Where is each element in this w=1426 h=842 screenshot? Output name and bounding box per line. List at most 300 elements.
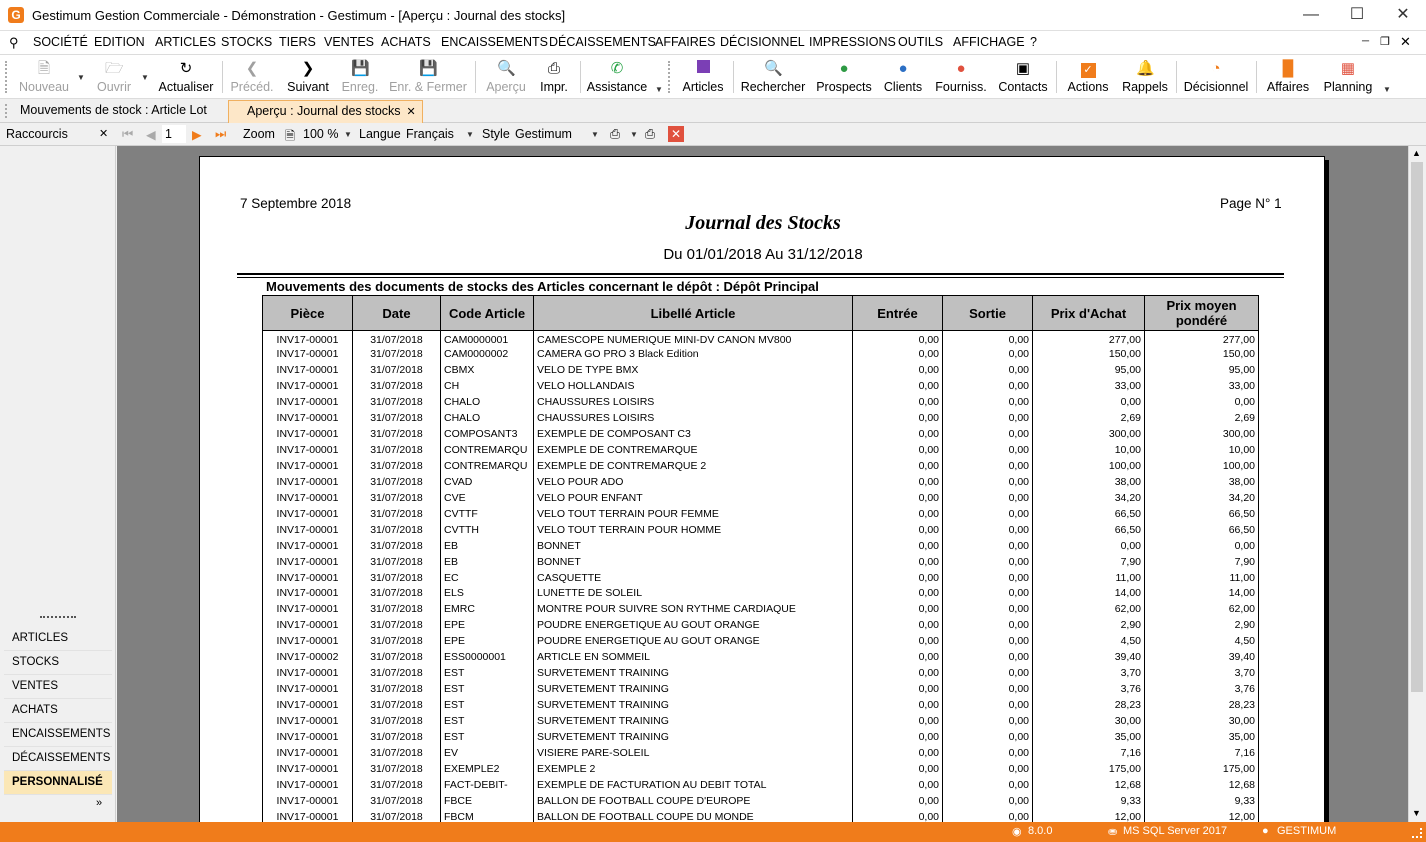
table-cell: 10,00 [1145, 442, 1259, 458]
table-cell: 0,00 [943, 617, 1033, 633]
close-tab-icon[interactable]: ✕ [406, 106, 416, 118]
menu-societe[interactable]: SOCIÉTÉ [33, 35, 88, 49]
table-cell: SURVETEMENT TRAINING [534, 729, 853, 745]
table-row [263, 442, 1259, 458]
menu-search-icon[interactable]: ⚲ [9, 35, 19, 50]
table-cell: 0,00 [1033, 538, 1145, 554]
langue-select[interactable]: Français [406, 127, 454, 141]
table-cell: 3,76 [1145, 681, 1259, 697]
table-cell: 31/07/2018 [353, 331, 441, 347]
table-cell: 0,00 [853, 745, 943, 761]
mdi-close-button[interactable]: ✕ [1400, 34, 1411, 49]
column-header: Sortie [943, 296, 1033, 331]
raccourcis-label: Raccourcis [6, 127, 68, 141]
table-cell: EC [441, 570, 534, 586]
table-cell: 0,00 [853, 426, 943, 442]
menu-decaissements[interactable]: DÉCAISSEMENTS [549, 35, 656, 49]
calendar-icon: ▦ [1340, 60, 1356, 77]
table-row [263, 697, 1259, 713]
table-cell: VELO TOUT TERRAIN POUR FEMME [534, 506, 853, 522]
table-cell: CAM0000002 [441, 346, 534, 362]
menu-achats[interactable]: ACHATS [381, 35, 431, 49]
table-cell: 7,90 [1033, 554, 1145, 570]
toolbar-overflow-arrow[interactable]: ▼ [1383, 85, 1391, 94]
actions-button[interactable]: ✓ Actions [1062, 55, 1114, 99]
menu-impressions[interactable]: IMPRESSIONS [809, 35, 896, 49]
table-cell: INV17-00001 [263, 586, 353, 602]
table-cell: 30,00 [1033, 713, 1145, 729]
table-cell: 31/07/2018 [353, 394, 441, 410]
column-header: Code Article [441, 296, 534, 331]
table-cell: 0,00 [943, 729, 1033, 745]
table-cell: INV17-00001 [263, 793, 353, 809]
print-settings-icon: ⎙ [547, 60, 560, 77]
table-cell: BONNET [534, 554, 853, 570]
zoom-label: Zoom [243, 127, 275, 141]
table-cell: 4,50 [1033, 633, 1145, 649]
table-cell: INV17-00001 [263, 331, 353, 347]
table-cell: 31/07/2018 [353, 633, 441, 649]
table-cell: 0,00 [853, 809, 943, 822]
table-cell: BALLON DE FOOTBALL COUPE DU MONDE [534, 809, 853, 822]
zoom-dropdown-arrow[interactable]: ▼ [344, 130, 352, 139]
scroll-up-arrow[interactable]: ▲ [1412, 148, 1421, 158]
table-cell: INV17-00001 [263, 442, 353, 458]
table-cell: 31/07/2018 [353, 410, 441, 426]
table-cell: 31/07/2018 [353, 665, 441, 681]
table-cell: 30,00 [1145, 713, 1259, 729]
menu-affichage[interactable]: AFFICHAGE [953, 35, 1025, 49]
table-cell: 0,00 [943, 586, 1033, 602]
nav-decaissements[interactable]: DÉCAISSEMENTS [4, 747, 112, 771]
style-dropdown-arrow[interactable]: ▼ [591, 130, 599, 139]
preview-toolbar [0, 123, 1426, 146]
prospect-person-icon: ● [839, 60, 849, 77]
table-row [263, 554, 1259, 570]
table-cell: 0,00 [943, 745, 1033, 761]
chevron-left-icon: ❮ [245, 60, 259, 77]
nav-stocks[interactable]: STOCKS [4, 651, 112, 675]
save-icon: 💾 [351, 60, 370, 77]
pie-chart-icon: ◔ [1211, 60, 1221, 77]
table-cell: 0,00 [853, 729, 943, 745]
menu-tiers[interactable]: TIERS [279, 35, 316, 49]
table-cell: 31/07/2018 [353, 713, 441, 729]
toolbar-separator [580, 61, 581, 93]
next-page-icon[interactable]: ▶ [192, 128, 202, 142]
table-cell: CONTREMARQU [441, 442, 534, 458]
toolbar-separator [222, 61, 223, 93]
report-preview-area [117, 146, 1408, 822]
table-cell: 0,00 [943, 442, 1033, 458]
table-cell: EST [441, 713, 534, 729]
table-row [263, 601, 1259, 617]
table-cell: INV17-00001 [263, 458, 353, 474]
table-cell: EXEMPLE2 [441, 761, 534, 777]
table-cell: 0,00 [943, 633, 1033, 649]
table-cell: 0,00 [943, 649, 1033, 665]
table-cell: 0,00 [943, 793, 1033, 809]
table-cell: INV17-00001 [263, 538, 353, 554]
table-cell: INV17-00001 [263, 426, 353, 442]
table-cell: ARTICLE EN SOMMEIL [534, 649, 853, 665]
table-cell: 0,00 [853, 442, 943, 458]
table-row [263, 394, 1259, 410]
table-cell: EXEMPLE DE FACTURATION AU DEBIT TOTAL [534, 777, 853, 793]
chevron-right-icon: ❯ [301, 60, 315, 77]
table-row [263, 458, 1259, 474]
table-cell: VELO HOLLANDAIS [534, 378, 853, 394]
report-title: Journal des Stocks [685, 212, 841, 234]
table-cell: 2,69 [1033, 410, 1145, 426]
printer-dropdown-arrow[interactable]: ▼ [630, 130, 638, 139]
table-cell: CVAD [441, 474, 534, 490]
whatsapp-icon: ✆ [610, 60, 624, 77]
assistance-button[interactable]: ✆ Assistance [586, 60, 648, 94]
toolbar-separator [1176, 61, 1177, 93]
table-cell: INV17-00001 [263, 554, 353, 570]
table-cell: 0,00 [853, 793, 943, 809]
table-cell: INV17-00001 [263, 522, 353, 538]
client-person-icon: ● [898, 60, 908, 77]
nouveau-dropdown-arrow[interactable]: ▼ [77, 73, 85, 82]
table-cell: 0,00 [943, 410, 1033, 426]
nav-achats[interactable]: ACHATS [4, 699, 112, 723]
table-cell: 7,16 [1033, 745, 1145, 761]
table-cell: 300,00 [1033, 426, 1145, 442]
rechercher-button[interactable]: 🔍 Rechercher [740, 60, 806, 94]
table-cell: 3,70 [1033, 665, 1145, 681]
table-cell: 0,00 [943, 458, 1033, 474]
table-cell: 62,00 [1033, 601, 1145, 617]
table-cell: 3,76 [1033, 681, 1145, 697]
table-cell: CHALO [441, 410, 534, 426]
table-cell: 277,00 [1033, 331, 1145, 347]
table-cell: 0,00 [943, 538, 1033, 554]
table-cell: 300,00 [1145, 426, 1259, 442]
table-cell: INV17-00002 [263, 649, 353, 665]
table-cell: VELO POUR ADO [534, 474, 853, 490]
table-cell: 31/07/2018 [353, 474, 441, 490]
table-cell: 175,00 [1145, 761, 1259, 777]
nav-articles[interactable]: ARTICLES [4, 627, 112, 651]
table-cell: 0,00 [943, 665, 1033, 681]
search-people-icon: 🔍 [764, 60, 783, 77]
table-cell: 31/07/2018 [353, 617, 441, 633]
table-cell: CHALO [441, 394, 534, 410]
menu-bar [0, 31, 1426, 55]
table-cell: INV17-00001 [263, 346, 353, 362]
nouveau-button[interactable]: 🗎 Nouveau [18, 60, 70, 94]
table-cell: 66,50 [1033, 506, 1145, 522]
mdi-minimize-button[interactable]: ─ [1362, 36, 1370, 47]
menu-encaissements[interactable]: ENCAISSEMENTS [441, 35, 548, 49]
langue-label: Langue [359, 127, 401, 141]
table-row [263, 777, 1259, 793]
nav-ventes[interactable]: VENTES [4, 675, 112, 699]
table-cell: 0,00 [853, 633, 943, 649]
section-heading: Mouvements des documents de stocks des Articles concernant le dépôt : Dépôt Principal [266, 279, 819, 294]
table-cell: 100,00 [1033, 458, 1145, 474]
style-label: Style [482, 127, 510, 141]
scroll-down-arrow[interactable]: ▼ [1412, 808, 1421, 818]
status-user: GESTIMUM [1277, 825, 1337, 837]
nav-expand-icon[interactable]: » [96, 797, 103, 809]
page-number-input[interactable]: 1 [162, 125, 186, 143]
table-cell: 31/07/2018 [353, 506, 441, 522]
imprimer-button[interactable]: ⎙ Impr. [540, 60, 568, 94]
version-icon: ◉ [1012, 826, 1022, 838]
table-cell: 0,00 [943, 378, 1033, 394]
tab-mouvements-stock[interactable]: Mouvements de stock : Article Lot [20, 103, 207, 117]
table-cell: ESS0000001 [441, 649, 534, 665]
table-cell: 95,00 [1033, 362, 1145, 378]
table-cell: SURVETEMENT TRAINING [534, 697, 853, 713]
printer-icon[interactable]: ⎙ [610, 127, 621, 141]
table-cell: 4,50 [1145, 633, 1259, 649]
table-cell: SURVETEMENT TRAINING [534, 681, 853, 697]
table-cell: 0,00 [943, 570, 1033, 586]
new-document-icon: 🗎 [37, 60, 51, 77]
status-database: MS SQL Server 2017 [1123, 825, 1228, 837]
menu-edition[interactable]: EDITION [94, 35, 145, 49]
table-cell: 31/07/2018 [353, 681, 441, 697]
table-cell: 31/07/2018 [353, 777, 441, 793]
table-cell: INV17-00001 [263, 378, 353, 394]
table-cell: 66,50 [1145, 522, 1259, 538]
header-rule [237, 273, 1284, 275]
table-cell: 2,69 [1145, 410, 1259, 426]
menu-outils[interactable]: OUTILS [898, 35, 944, 49]
table-cell: 11,00 [1145, 570, 1259, 586]
table-cell: 0,00 [943, 346, 1033, 362]
table-cell: MONTRE POUR SUIVRE SON RYTHME CARDIAQUE [534, 601, 853, 617]
ouvrir-dropdown-arrow[interactable]: ▼ [141, 73, 149, 82]
zoom-select[interactable]: 100 % [303, 127, 339, 141]
table-cell: 277,00 [1145, 331, 1259, 347]
table-cell: INV17-00001 [263, 745, 353, 761]
document-tabs [0, 99, 1426, 123]
affaires-button[interactable]: █ Affaires [1266, 60, 1310, 94]
actualiser-button[interactable]: ↻ Actualiser [158, 60, 214, 94]
shortcut-pane [0, 146, 116, 822]
table-cell: 31/07/2018 [353, 697, 441, 713]
menu-help[interactable]: ? [1030, 35, 1037, 49]
table-cell: CAMESCOPE NUMERIQUE MINI-DV CANON MV800 [534, 331, 853, 347]
table-cell: 0,00 [943, 681, 1033, 697]
table-cell: 66,50 [1145, 506, 1259, 522]
header-rule [237, 277, 1284, 278]
first-page-icon[interactable]: ⏮ [122, 127, 134, 141]
bar-chart-icon: █ [1282, 60, 1294, 77]
clients-button[interactable]: ● Clients [883, 60, 923, 94]
table-cell: VELO TOUT TERRAIN POUR HOMME [534, 522, 853, 538]
suivant-button[interactable]: ❯ Suivant [287, 60, 329, 94]
resize-grip[interactable] [1412, 828, 1422, 838]
column-header: Prix moyen pondéré [1145, 296, 1259, 331]
toolbar-grip [5, 61, 8, 93]
status-version: 8.0.0 [1028, 825, 1053, 837]
table-cell: 39,40 [1033, 649, 1145, 665]
print-preview-icon[interactable]: ⎙ [645, 127, 656, 141]
table-cell: 0,00 [853, 665, 943, 681]
stock-journal-table [262, 295, 1259, 822]
table-cell: 31/07/2018 [353, 761, 441, 777]
nav-personnalise[interactable]: PERSONNALISÉ [4, 771, 112, 795]
table-row [263, 362, 1259, 378]
bell-icon: 🔔 [1136, 60, 1155, 77]
rappels-button[interactable]: 🔔 Rappels [1122, 60, 1168, 94]
last-page-icon[interactable]: ⏭ [215, 127, 227, 141]
table-cell: 0,00 [853, 378, 943, 394]
table-cell: EST [441, 665, 534, 681]
table-cell: 0,00 [943, 809, 1033, 822]
maximize-button[interactable]: ☐ [1349, 6, 1365, 23]
table-cell: EMRC [441, 601, 534, 617]
articles-button[interactable]: Articles [678, 55, 728, 99]
menu-affaires[interactable]: AFFAIRES [655, 35, 716, 49]
table-cell: 12,68 [1145, 777, 1259, 793]
scrollbar-thumb[interactable] [1411, 162, 1423, 692]
nav-encaissements[interactable]: ENCAISSEMENTS [4, 723, 112, 747]
table-cell: EST [441, 729, 534, 745]
table-cell: CVTTF [441, 506, 534, 522]
toolbar-separator [1256, 61, 1257, 93]
table-cell: FBCM [441, 809, 534, 822]
table-cell: 66,50 [1033, 522, 1145, 538]
table-row [263, 586, 1259, 602]
table-cell: INV17-00001 [263, 362, 353, 378]
table-cell: 0,00 [853, 346, 943, 362]
app-logo-icon: G [8, 7, 24, 23]
table-cell: CASQUETTE [534, 570, 853, 586]
table-cell: CVTTH [441, 522, 534, 538]
decisionnel-button[interactable]: ◔ Décisionnel [1183, 60, 1249, 94]
precedent-button[interactable]: ❮ Précéd. [230, 60, 274, 94]
supplier-person-icon: ● [956, 60, 966, 77]
table-cell: 0,00 [853, 617, 943, 633]
table-cell: INV17-00001 [263, 729, 353, 745]
table-cell: 0,00 [1145, 394, 1259, 410]
table-cell: 0,00 [943, 601, 1033, 617]
table-row [263, 522, 1259, 538]
previous-page-icon[interactable]: ◀ [146, 128, 156, 142]
table-cell: 7,90 [1145, 554, 1259, 570]
table-cell: 0,00 [853, 554, 943, 570]
contacts-button[interactable]: ▣ Contacts [998, 60, 1048, 94]
table-row [263, 378, 1259, 394]
mdi-restore-button[interactable]: ❐ [1380, 36, 1390, 48]
table-cell: EV [441, 745, 534, 761]
table-cell: 100,00 [1145, 458, 1259, 474]
table-cell: COMPOSANT3 [441, 426, 534, 442]
table-cell: POUDRE ENERGETIQUE AU GOUT ORANGE [534, 633, 853, 649]
table-row [263, 346, 1259, 362]
table-cell: INV17-00001 [263, 713, 353, 729]
enregistrer-fermer-button[interactable]: 💾 Enr. & Fermer [389, 60, 467, 94]
table-cell: 0,00 [943, 506, 1033, 522]
enregistrer-button[interactable]: 💾 Enreg. [341, 60, 379, 94]
table-row [263, 570, 1259, 586]
table-cell: 33,00 [1145, 378, 1259, 394]
table-cell: 28,23 [1145, 697, 1259, 713]
table-cell: 31/07/2018 [353, 601, 441, 617]
table-row [263, 617, 1259, 633]
table-cell: 31/07/2018 [353, 490, 441, 506]
menu-ventes[interactable]: VENTES [324, 35, 375, 49]
table-cell: INV17-00001 [263, 394, 353, 410]
menu-articles[interactable]: ARTICLES [155, 35, 216, 49]
table-row [263, 426, 1259, 442]
table-cell: POUDRE ENERGETIQUE AU GOUT ORANGE [534, 617, 853, 633]
table-cell: 12,68 [1033, 777, 1145, 793]
table-cell: 2,90 [1145, 617, 1259, 633]
table-cell: INV17-00001 [263, 474, 353, 490]
table-cell: 31/07/2018 [353, 442, 441, 458]
table-cell: INV17-00001 [263, 761, 353, 777]
close-window-button[interactable]: ✕ [1396, 6, 1410, 23]
fournisseurs-button[interactable]: ● Fourniss. [935, 60, 987, 94]
table-cell: SURVETEMENT TRAINING [534, 665, 853, 681]
table-cell: INV17-00001 [263, 665, 353, 681]
column-header: Libellé Article [534, 296, 853, 331]
table-row [263, 474, 1259, 490]
table-cell: 0,00 [943, 777, 1033, 793]
table-cell: 0,00 [943, 761, 1033, 777]
table-cell: EXEMPLE DE COMPOSANT C3 [534, 426, 853, 442]
close-raccourcis-icon[interactable]: ✕ [99, 128, 109, 140]
planning-button[interactable]: ▦ Planning [1323, 60, 1373, 94]
menu-decisionnel[interactable]: DÉCISIONNEL [720, 35, 805, 49]
column-header: Date [353, 296, 441, 331]
table-cell: VISIERE PARE-SOLEIL [534, 745, 853, 761]
table-cell: SURVETEMENT TRAINING [534, 713, 853, 729]
table-cell: EXEMPLE DE CONTREMARQUE 2 [534, 458, 853, 474]
menu-stocks[interactable]: STOCKS [221, 35, 273, 49]
toolbar-separator [475, 61, 476, 93]
table-cell: 150,00 [1145, 346, 1259, 362]
table-row [263, 331, 1259, 347]
table-cell: 0,00 [853, 538, 943, 554]
tab-apercu-journal[interactable]: Aperçu : Journal des stocks ✕ [228, 100, 423, 123]
table-cell: 0,00 [853, 601, 943, 617]
preview-icon: 🔍 [497, 60, 516, 77]
close-preview-icon[interactable]: ✕ [668, 126, 684, 142]
save-close-icon: 💾 [419, 60, 438, 77]
toolbar-overflow-arrow[interactable]: ▼ [655, 85, 663, 94]
pane-splitter[interactable] [40, 616, 76, 618]
table-cell: 0,00 [943, 362, 1033, 378]
table-cell: 39,40 [1145, 649, 1259, 665]
minimize-button[interactable]: — [1303, 6, 1319, 23]
table-cell: 14,00 [1145, 586, 1259, 602]
table-cell: 0,00 [853, 331, 943, 347]
table-cell: BALLON DE FOOTBALL COUPE D'EUROPE [534, 793, 853, 809]
apercu-button[interactable]: 🔍 Aperçu [486, 60, 526, 94]
refresh-icon: ↻ [179, 60, 193, 77]
table-cell: 12,00 [1033, 809, 1145, 822]
langue-dropdown-arrow[interactable]: ▼ [466, 130, 474, 139]
table-row [263, 410, 1259, 426]
table-cell: FACT-DEBIT- [441, 777, 534, 793]
prospects-button[interactable]: ● Prospects [816, 60, 872, 94]
table-cell: CAMERA GO PRO 3 Black Edition [534, 346, 853, 362]
table-cell: 0,00 [853, 761, 943, 777]
ouvrir-button[interactable]: 🗁 Ouvrir [96, 60, 132, 94]
style-select[interactable]: Gestimum [515, 127, 572, 141]
table-cell: 0,00 [943, 331, 1033, 347]
table-cell: 31/07/2018 [353, 378, 441, 394]
